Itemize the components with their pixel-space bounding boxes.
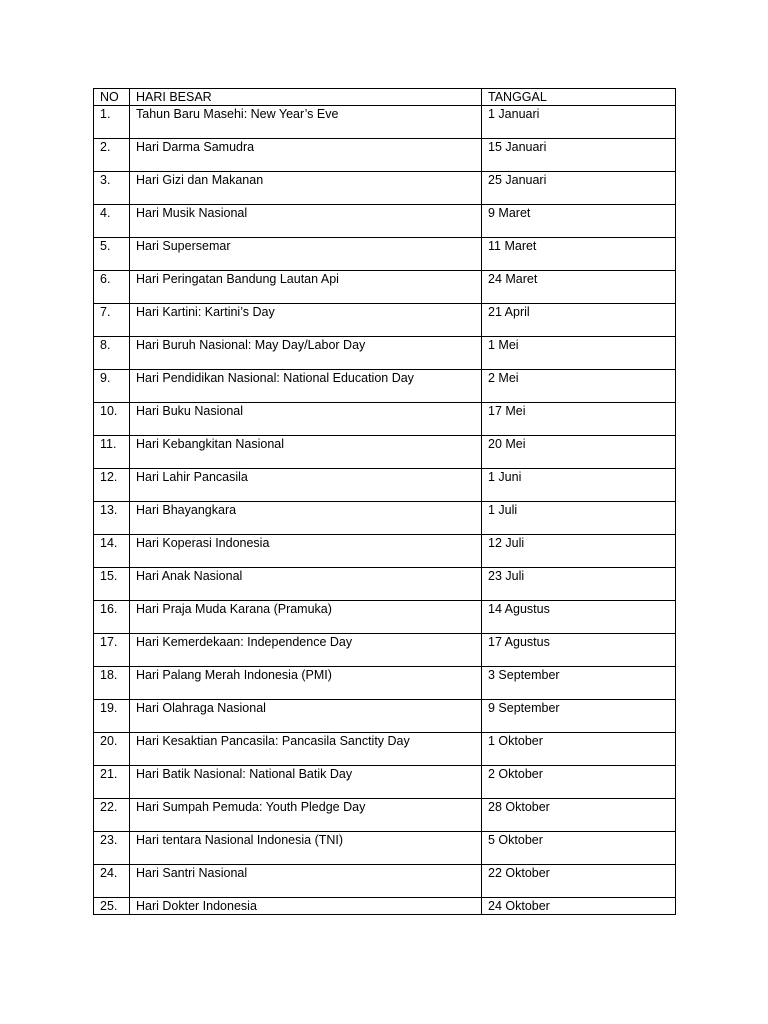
holiday-name: Hari Darma Samudra	[130, 139, 482, 172]
row-number: 3.	[94, 172, 130, 205]
table-row	[94, 799, 676, 832]
holiday-date: 23 Juli	[482, 568, 676, 601]
holiday-name: Hari Kemerdekaan: Independence Day	[130, 634, 482, 667]
row-number: 16.	[94, 601, 130, 634]
table-row	[94, 535, 676, 568]
table-row	[94, 271, 676, 304]
row-number: 20.	[94, 733, 130, 766]
holiday-name: Hari Pendidikan Nasional: National Education Day	[130, 370, 482, 403]
row-number: 4.	[94, 205, 130, 238]
holiday-name: Hari Bhayangkara	[130, 502, 482, 535]
table-row	[94, 139, 676, 172]
holiday-date: 1 Oktober	[482, 733, 676, 766]
holiday-name: Hari Palang Merah Indonesia (PMI)	[130, 667, 482, 700]
holiday-date: 20 Mei	[482, 436, 676, 469]
holiday-name: Hari Kesaktian Pancasila: Pancasila Sanctity Day	[130, 733, 482, 766]
holiday-name: Hari Buku Nasional	[130, 403, 482, 436]
holiday-date: 11 Maret	[482, 238, 676, 271]
row-number: 2.	[94, 139, 130, 172]
holiday-date: 12 Juli	[482, 535, 676, 568]
table-row	[94, 205, 676, 238]
holiday-date: 24 Maret	[482, 271, 676, 304]
table-row	[94, 898, 676, 915]
table-row	[94, 865, 676, 898]
holiday-date: 1 Juni	[482, 469, 676, 502]
row-number: 5.	[94, 238, 130, 271]
holiday-date: 25 Januari	[482, 172, 676, 205]
holiday-date: 3 September	[482, 667, 676, 700]
row-number: 7.	[94, 304, 130, 337]
table-row	[94, 337, 676, 370]
row-number: 1.	[94, 106, 130, 139]
holiday-name: Hari Koperasi Indonesia	[130, 535, 482, 568]
holiday-date: 5 Oktober	[482, 832, 676, 865]
row-number: 6.	[94, 271, 130, 304]
holiday-date: 24 Oktober	[482, 898, 676, 915]
table-body	[94, 106, 676, 915]
table-row	[94, 403, 676, 436]
holiday-date: 2 Oktober	[482, 766, 676, 799]
table-row	[94, 304, 676, 337]
table-row	[94, 469, 676, 502]
holiday-date: 22 Oktober	[482, 865, 676, 898]
holiday-name: Hari Musik Nasional	[130, 205, 482, 238]
table-header-row	[94, 89, 676, 106]
table-row	[94, 238, 676, 271]
row-number: 11.	[94, 436, 130, 469]
row-number: 12.	[94, 469, 130, 502]
holiday-name: Hari Gizi dan Makanan	[130, 172, 482, 205]
table-row	[94, 172, 676, 205]
holiday-name: Hari Praja Muda Karana (Pramuka)	[130, 601, 482, 634]
holiday-date: 1 Juli	[482, 502, 676, 535]
row-number: 24.	[94, 865, 130, 898]
holiday-date: 1 Januari	[482, 106, 676, 139]
table-row	[94, 733, 676, 766]
table-row	[94, 568, 676, 601]
holiday-date: 9 September	[482, 700, 676, 733]
holiday-date: 1 Mei	[482, 337, 676, 370]
holiday-name: Hari Lahir Pancasila	[130, 469, 482, 502]
row-number: 15.	[94, 568, 130, 601]
holiday-date: 14 Agustus	[482, 601, 676, 634]
holiday-date: 17 Mei	[482, 403, 676, 436]
row-number: 21.	[94, 766, 130, 799]
holiday-date: 9 Maret	[482, 205, 676, 238]
row-number: 13.	[94, 502, 130, 535]
table-row	[94, 502, 676, 535]
table-row	[94, 700, 676, 733]
table-row	[94, 832, 676, 865]
holiday-name: Hari Olahraga Nasional	[130, 700, 482, 733]
row-number: 17.	[94, 634, 130, 667]
row-number: 14.	[94, 535, 130, 568]
holiday-date: 2 Mei	[482, 370, 676, 403]
holiday-name: Hari Dokter Indonesia	[130, 898, 482, 915]
table-row	[94, 436, 676, 469]
table-row	[94, 106, 676, 139]
table-row	[94, 370, 676, 403]
holiday-name: Hari Kebangkitan Nasional	[130, 436, 482, 469]
table-row	[94, 634, 676, 667]
holiday-name: Hari Kartini: Kartini’s Day	[130, 304, 482, 337]
holiday-date: 28 Oktober	[482, 799, 676, 832]
holiday-date: 15 Januari	[482, 139, 676, 172]
holiday-name: Hari Buruh Nasional: May Day/Labor Day	[130, 337, 482, 370]
row-number: 9.	[94, 370, 130, 403]
holiday-date: 17 Agustus	[482, 634, 676, 667]
row-number: 22.	[94, 799, 130, 832]
holiday-name: Hari tentara Nasional Indonesia (TNI)	[130, 832, 482, 865]
holiday-name: Hari Santri Nasional	[130, 865, 482, 898]
table-row	[94, 601, 676, 634]
header-tanggal: TANGGAL	[482, 89, 676, 106]
holiday-name: Hari Supersemar	[130, 238, 482, 271]
row-number: 23.	[94, 832, 130, 865]
holiday-name: Hari Anak Nasional	[130, 568, 482, 601]
table-row	[94, 667, 676, 700]
holiday-date: 21 April	[482, 304, 676, 337]
holiday-name: Tahun Baru Masehi: New Year’s Eve	[130, 106, 482, 139]
holidays-table	[93, 88, 676, 915]
holiday-name: Hari Sumpah Pemuda: Youth Pledge Day	[130, 799, 482, 832]
holiday-name: Hari Peringatan Bandung Lautan Api	[130, 271, 482, 304]
row-number: 19.	[94, 700, 130, 733]
header-hari-besar: HARI BESAR	[130, 89, 482, 106]
row-number: 10.	[94, 403, 130, 436]
header-no: NO	[94, 89, 130, 106]
row-number: 8.	[94, 337, 130, 370]
holiday-name: Hari Batik Nasional: National Batik Day	[130, 766, 482, 799]
row-number: 18.	[94, 667, 130, 700]
table-row	[94, 766, 676, 799]
row-number: 25.	[94, 898, 130, 915]
